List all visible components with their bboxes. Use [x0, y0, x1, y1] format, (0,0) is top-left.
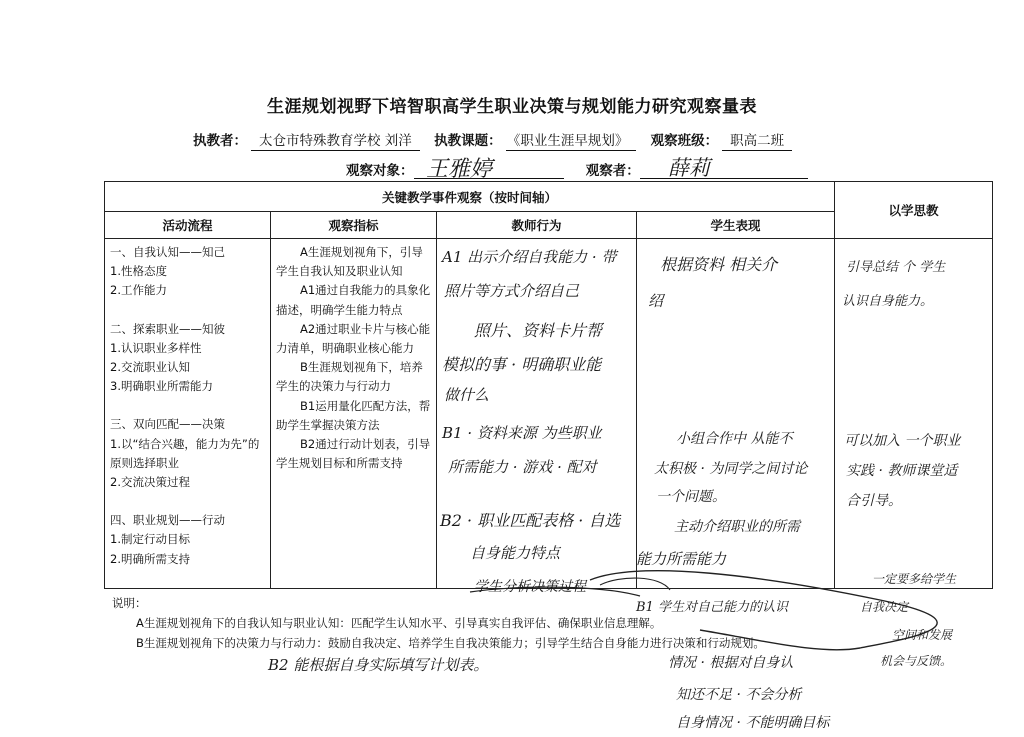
- hw-teacher-a2c: 做什么: [444, 386, 490, 404]
- hw-margin-2: 自我决定: [860, 600, 909, 614]
- indicator-b1: B1运用量化匹配方法，帮助学生掌握决策方法: [276, 398, 431, 432]
- flow-line: 1.性格态度: [110, 264, 167, 279]
- observer-field: [640, 162, 808, 179]
- indicator-b2: B2通过行动计划表，引导学生规划目标和所需支持: [276, 437, 431, 471]
- hw-teacher-b1b: 所需能力 · 游戏 · 配对: [448, 458, 597, 476]
- object-label: 观察对象：: [346, 163, 414, 179]
- col-header-indicator: 观察指标: [271, 212, 437, 239]
- note-a: A生涯规划视角下的自我认知与职业认知：匹配学生认知水平、引导真实自我评估、确保职业信息理解。: [136, 616, 662, 630]
- meta-line-2: [346, 159, 808, 179]
- hw-teacher-a2: 照片、资料卡片帮: [474, 321, 603, 340]
- flow-line: 1.制定行动目标: [110, 532, 190, 547]
- indicator-a1: A1通过自我能力的具象化描述，明确学生能力特点: [276, 283, 431, 317]
- col-header-student: 学生表现: [637, 212, 835, 239]
- flow-line: 二、探索职业——知彼: [110, 321, 225, 336]
- hw-object-name: 王雅婷: [426, 157, 493, 182]
- hw-teacher-a1b: 照片等方式介绍自己: [444, 282, 580, 300]
- note-b: B生涯规划视角下的决策力与行动力：鼓励自我决定、培养学生自我决策能力；引导学生结合自身能力进行决策和行动规划。: [136, 636, 765, 650]
- hw-overflow-3: 情况 · 根据对自身认: [668, 655, 794, 671]
- indicator-a2: A2通过职业卡片与核心能力清单，明确职业核心能力: [276, 321, 431, 356]
- hw-student-2: 小组合作中 从能不: [676, 431, 793, 447]
- col-header-flow: 活动流程: [105, 212, 271, 239]
- flow-line: 2.工作能力: [110, 283, 167, 298]
- indicator-cell: [271, 239, 437, 589]
- page-title: 生涯规划视野下培智职高学生职业决策与规划能力研究观察量表: [267, 97, 757, 117]
- flow-line: 2.交流决策过程: [110, 475, 190, 490]
- meta-line-1: [193, 129, 802, 149]
- topic-label: 执教课题：: [434, 133, 502, 149]
- flow-line: 3.明确职业所需能力: [110, 379, 213, 394]
- hw-reflect-2: 可以加入 一个职业: [844, 433, 961, 449]
- hw-overflow-2: B2 能根据自身实际填写计划表。: [268, 656, 489, 674]
- flow-line: 三、双向匹配——决策: [110, 417, 225, 432]
- teacher-label: 执教者：: [193, 133, 247, 149]
- hw-reflect-1b: 认识自身能力。: [842, 294, 934, 309]
- hw-teacher-a1: A1 出示介绍自我能力 · 带: [442, 248, 617, 266]
- hw-overflow-1: B1 学生对自己能力的认识: [636, 600, 788, 615]
- hw-teacher-b1: B1 · 资料来源 为些职业: [442, 424, 602, 442]
- hw-teacher-b2c: 学生分析决策过程: [474, 579, 586, 595]
- flow-line: 1.以“结合兴趣，能力为先”的原则选择职业: [110, 436, 260, 470]
- hw-reflect-2c: 合引导。: [846, 493, 902, 509]
- topic-value: 《职业生涯早规划》: [506, 133, 637, 151]
- hw-student-1: 根据资料 相关介: [660, 255, 778, 274]
- hw-teacher-a2b: 模拟的事 · 明确职业能: [442, 355, 602, 374]
- hw-overflow-4: 知还不足 · 不会分析: [676, 687, 802, 703]
- hw-observer-name: 薛莉: [668, 156, 710, 180]
- group-header: 关键教学事件观察（按时间轴）: [105, 182, 835, 212]
- teacher-value: 太仓市特殊教育学校 刘洋: [251, 133, 420, 151]
- student-behavior-cell: [637, 239, 835, 589]
- reflect-header: 以学思教: [835, 182, 993, 239]
- hw-reflect-1: 引导总结 个 学生: [846, 260, 946, 275]
- col-header-teacher: 教师行为: [437, 212, 637, 239]
- hw-margin-1: 一定要多给学生: [872, 572, 957, 586]
- flow-line: 一、自我认知——知己: [110, 245, 225, 259]
- hw-student-3: 主动介绍职业的所需: [674, 519, 800, 535]
- hw-student-1b: 绍: [648, 292, 664, 310]
- flow-line: 2.明确所需支持: [110, 551, 190, 566]
- indicator-a: A生涯规划视角下，引导学生自我认知及职业认知: [276, 245, 423, 279]
- hw-student-2b: 太积极 · 为同学之间讨论: [654, 461, 808, 477]
- hw-reflect-2b: 实践 · 教师课堂适: [846, 463, 958, 479]
- indicator-b: B生涯规划视角下，培养学生的决策力与行动力: [276, 360, 423, 394]
- hw-margin-4: 机会与反馈。: [880, 654, 953, 668]
- flow-line: 1.认识职业多样性: [110, 340, 202, 355]
- hw-teacher-b2b: 自身能力特点: [470, 544, 561, 562]
- hw-student-2c: 一个问题。: [656, 489, 726, 505]
- flow-cell: [105, 239, 271, 589]
- hw-margin-3: 空间和发展: [892, 628, 953, 642]
- class-value: 职高二班: [722, 133, 792, 151]
- class-label: 观察班级：: [650, 133, 719, 149]
- notes-label: 说明：: [112, 596, 147, 610]
- flow-line: 四、职业规划——行动: [110, 513, 225, 528]
- hw-teacher-b2: B2 · 职业匹配表格 · 自选: [440, 511, 621, 530]
- hw-overflow-5: 自身情况 · 不能明确目标: [676, 715, 830, 731]
- flow-line: 2.交流职业认知: [110, 360, 190, 375]
- observer-label: 观察者：: [585, 163, 640, 179]
- hw-student-3b: 能力所需能力: [636, 550, 727, 568]
